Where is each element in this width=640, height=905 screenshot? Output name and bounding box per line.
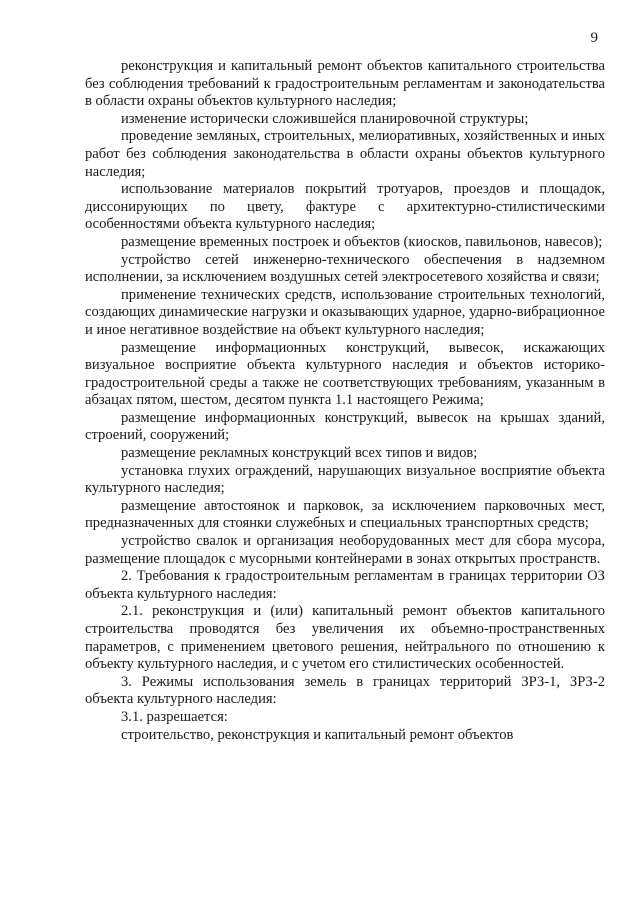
document-body	[85, 58, 605, 744]
page-number: 9	[590, 30, 598, 46]
paragraph-restriction-dynamic-loads: применение технических средств, использование строительных технологий, создающих динамические нагрузки и оказывающих ударное, ударно-вибрационное и иное негативное воздействие на объект культурного наследия;	[85, 286, 605, 338]
paragraph-section-2-1: 2.1. реконструкция и (или) капитальный ремонт объектов капитального строительства проводятся без увеличения их объемно-пространственных параметров, с применением цветового решения, нейтрального по отношению к объекту культурного наследия, и с учетом его стилистических особенностей.	[85, 603, 605, 673]
paragraph-section-3-1-construction: строительство, реконструкция и капитальный ремонт объектов	[121, 726, 514, 743]
paragraph-section-3-1: 3.1. разрешается:	[121, 708, 228, 725]
paragraph-restriction-reconstruction: реконструкция и капитальный ремонт объектов капитального строительства без соблюдения требований к градостроительным регламентам и законодательства в области охраны объектов культурного наследия;	[85, 58, 605, 110]
paragraph-restriction-planning-structure: изменение исторически сложившейся планировочной структуры;	[121, 110, 529, 127]
paragraph-restriction-landfills: устройство свалок и организация необорудованных мест для сбора мусора, размещение площадок с мусорными контейнерами в зонах открытых пространств.	[85, 533, 605, 567]
paragraph-restriction-parking: размещение автостоянок и парковок, за исключением парковочных мест, предназначенных для стоянки служебных и специальных транспортных средств;	[85, 497, 605, 532]
paragraph-section-2-heading: 2. Требования к градостроительным регламентам в границах территории ОЗ объекта культурного наследия:	[85, 568, 605, 602]
paragraph-restriction-pavement-materials: использование материалов покрытий тротуаров, проездов и площадок, диссонирующих по цвету, фактуре с архитектурно-стилистическими особенностями объекта культурного наследия;	[85, 181, 605, 233]
paragraph-restriction-solid-fences: установка глухих ограждений, нарушающих визуальное восприятие объекта культурного наследия;	[85, 462, 605, 497]
paragraph-restriction-earthworks: проведение земляных, строительных, мелиоративных, хозяйственных и иных работ без соблюдения законодательства в области охраны объектов культурного наследия;	[85, 128, 605, 180]
paragraph-restriction-temporary-buildings: размещение временных построек и объектов (киосков, павильонов, навесов);	[121, 233, 603, 250]
paragraph-restriction-signage-distortion: размещение информационных конструкций, вывесок, искажающих визуальное восприятие объекта культурного наследия и объектов историко-градостроительной среды а также не соответствующих требованиям, указанным в абзацах пятом, шестом, десятом пункта 1.1 настоящего Режима;	[85, 339, 605, 409]
paragraph-restriction-roof-signage: размещение информационных конструкций, вывесок на крышах зданий, строений, сооружений;	[85, 409, 605, 444]
paragraph-section-3-heading: 3. Режимы использования земель в границах территорий ЗРЗ-1, ЗРЗ-2 объекта культурного наследия:	[85, 673, 605, 708]
paragraph-restriction-overhead-networks: устройство сетей инженерно-технического обеспечения в надземном исполнении, за исключением воздушных сетей электросетевого хозяйства и связи;	[85, 251, 605, 286]
paragraph-restriction-advertising: размещение рекламных конструкций всех типов и видов;	[121, 445, 478, 462]
